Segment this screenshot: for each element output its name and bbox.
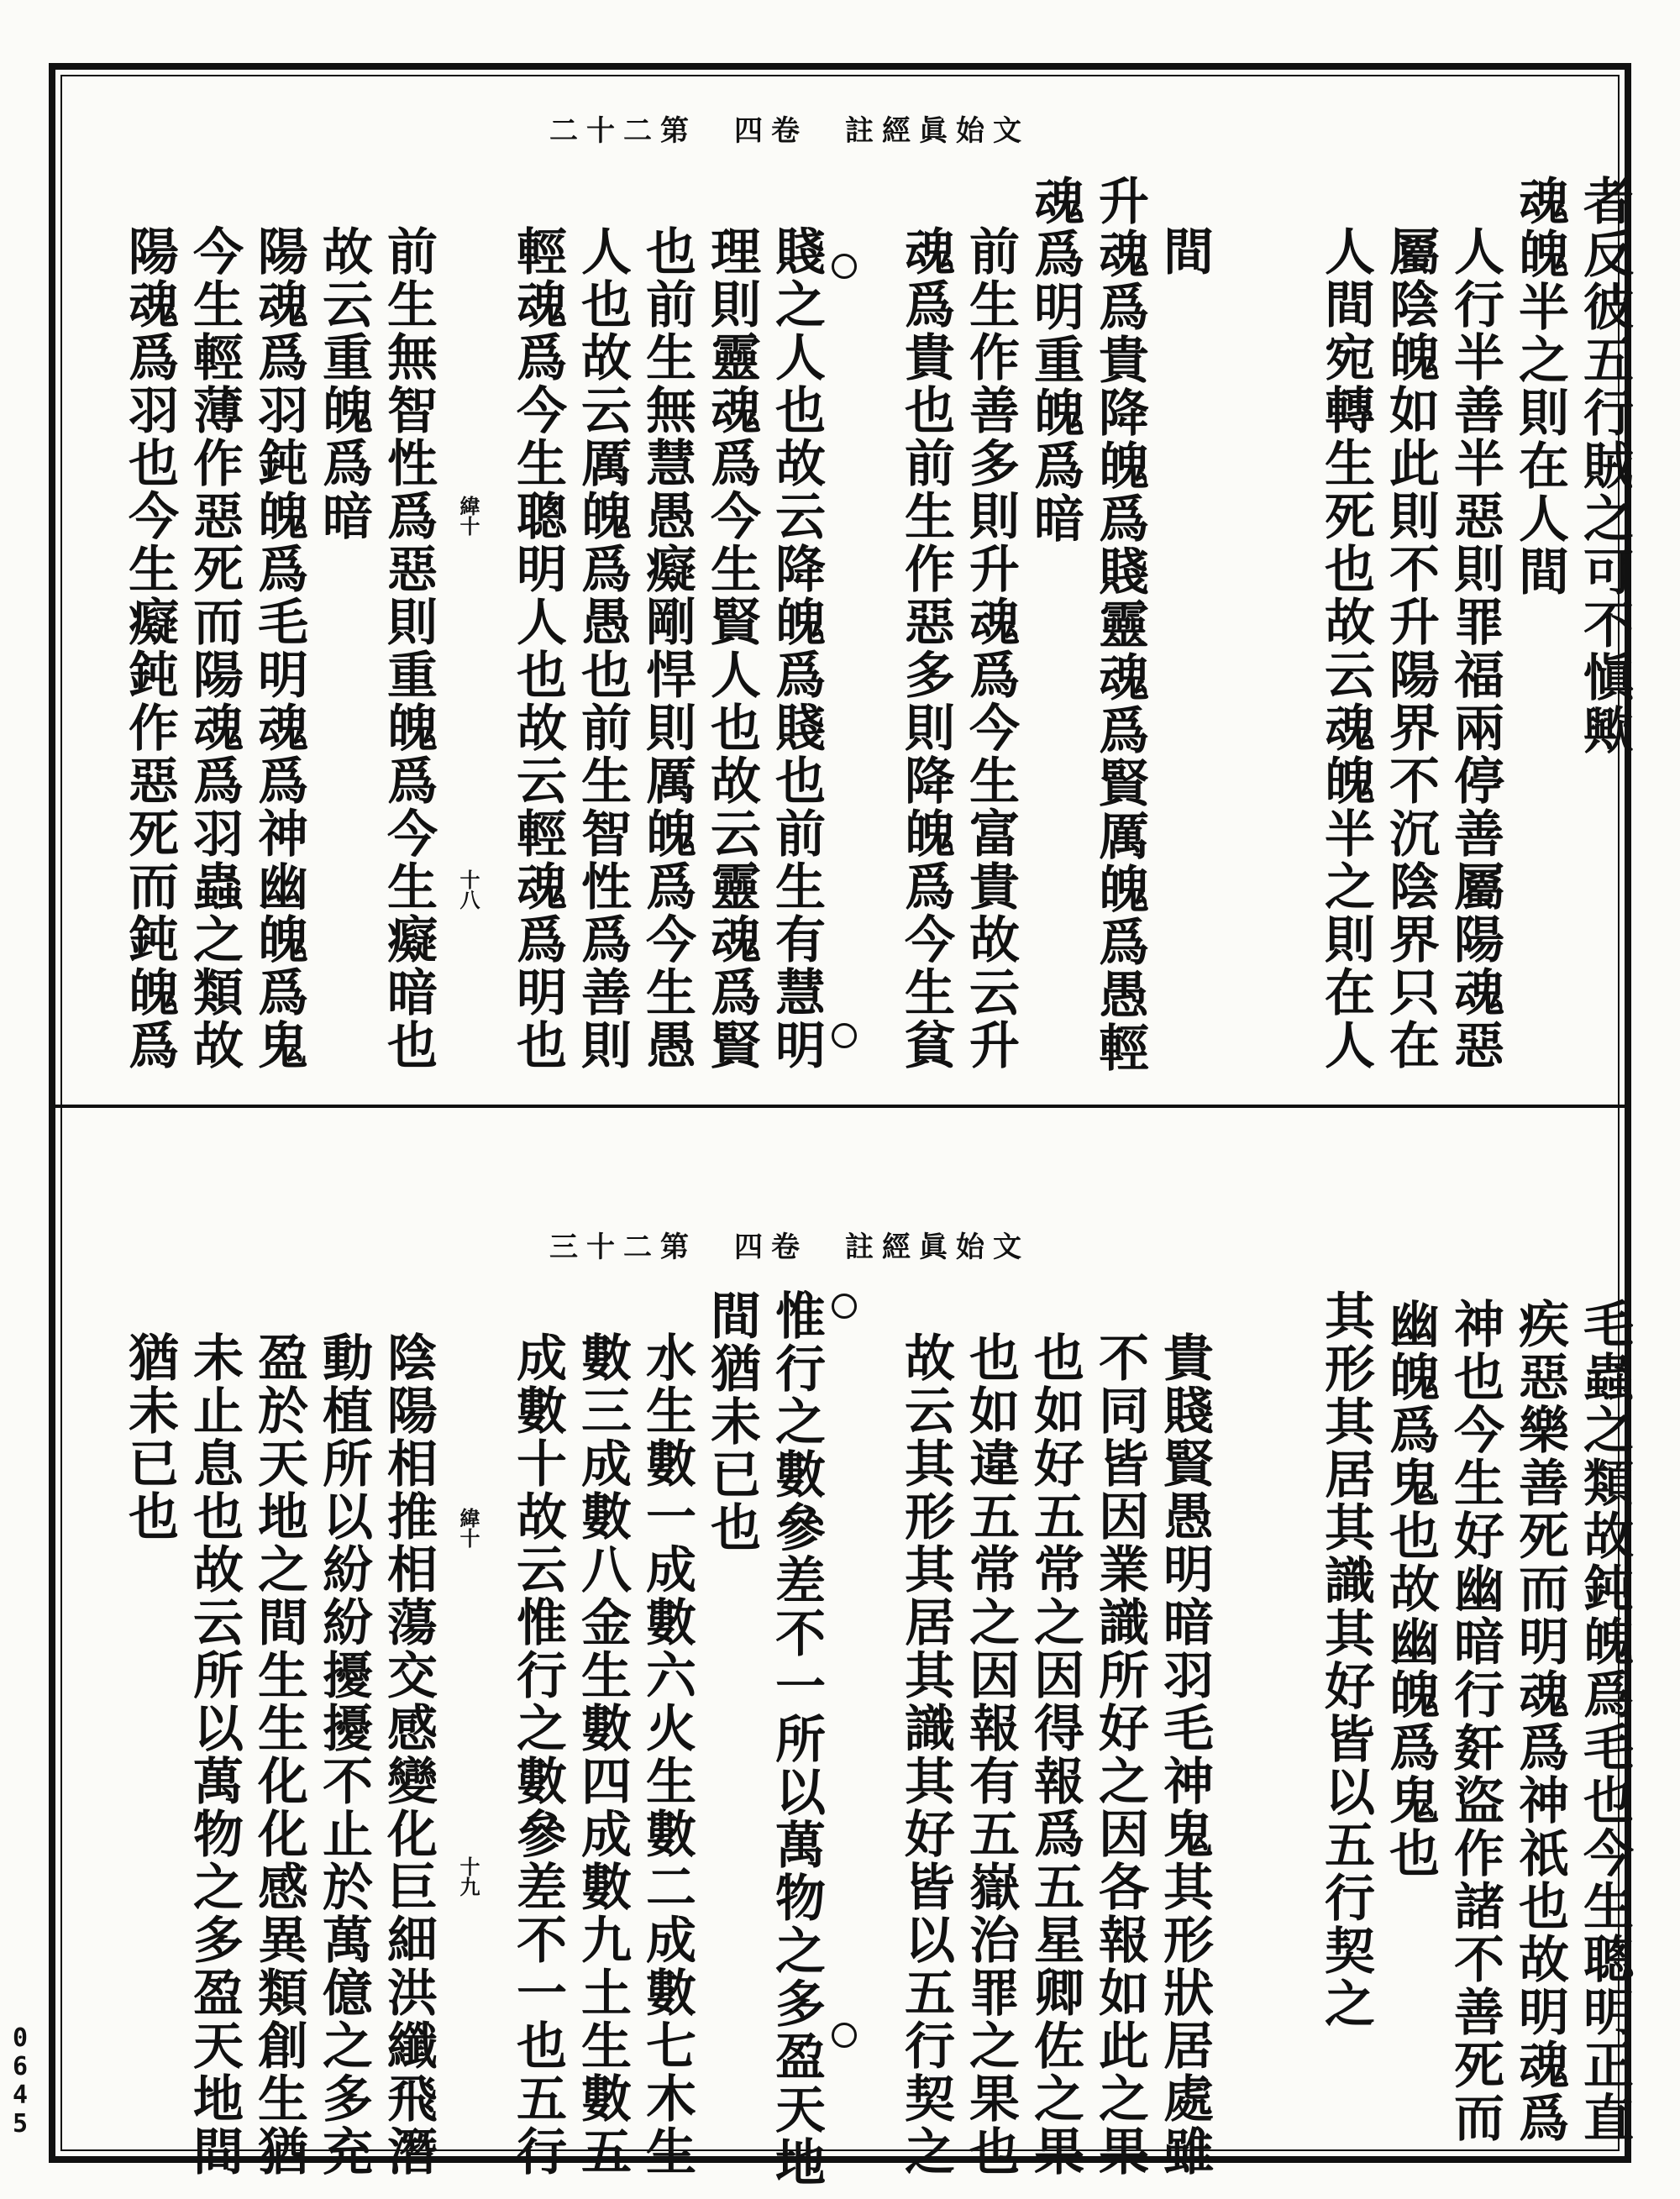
- bottom-column-2: 疾惡樂善死而明魂爲神祇也故明魂爲: [1510, 1298, 1569, 2144]
- bottom-column-6: 貴賤賢愚明暗羽毛神鬼其形狀居處雖: [1155, 1331, 1214, 2178]
- top-column-15: 輕魂爲今生聰明人也故云輕魂爲明也: [508, 225, 567, 1072]
- top-column-8: 魂爲明重魄爲暗: [1026, 175, 1084, 545]
- top-column-19: 今生輕薄作惡死而陽魂爲羽蟲之類故: [185, 225, 244, 1072]
- top-column-20: 陽魂爲羽也今生癡鈍作惡死而鈍魄爲: [120, 225, 179, 1072]
- bottom-column-5: 其形其居其識其好皆以五行契之: [1316, 1289, 1375, 2030]
- top-column-1: 者反彼五行賊之可不愼歟: [1575, 175, 1634, 757]
- top-column-14: 人也故云厲魄爲愚也前生智性爲善則: [573, 225, 632, 1072]
- top-column-3: 人行半善半惡則罪福兩停善屬陽魂惡: [1446, 225, 1504, 1072]
- top-column-13: 也前生無慧愚癡剛悍則厲魄爲今生愚: [638, 225, 696, 1072]
- top-circle-mark-2: [832, 1023, 857, 1048]
- bottom-column-12: 間猶未已也: [702, 1289, 761, 1554]
- bottom-column-4: 幽魄爲鬼也故幽魄爲鬼也: [1381, 1298, 1440, 1880]
- top-column-17: 故云重魄爲暗: [314, 225, 373, 543]
- bottom-column-17: 動植所以紛紛擾擾不止於萬億之多充: [314, 1331, 373, 2178]
- bottom-page-header: 文始眞經註 卷四 第二十三: [549, 1231, 1030, 1264]
- bottom-column-7: 不同皆因業識所好之因各報如此之果: [1090, 1331, 1149, 2178]
- top-column-9: 前生作善多則升魂爲今生富貴故云升: [961, 225, 1020, 1072]
- bottom-column-1: 毛蟲之類故鈍魄爲毛也今生聰明正直: [1575, 1298, 1634, 2144]
- bottom-page-marker-lower: 十九: [456, 1856, 480, 1897]
- top-page-marker-upper: 緯十: [456, 496, 480, 536]
- bottom-column-18: 盈於天地之間生生化化感異類創生猶: [249, 1331, 308, 2178]
- top-column-18: 陽魂爲羽鈍魄爲毛明魂爲神幽魄爲鬼: [249, 225, 308, 1072]
- top-column-4: 屬陰魄如此則不升陽界不沉陰界只在: [1381, 225, 1440, 1072]
- page-number: 0645: [12, 2023, 29, 2139]
- top-column-6: 間: [1155, 225, 1214, 278]
- top-circle-mark-1: [832, 254, 857, 279]
- top-column-12: 理則靈魂爲今生賢人也故云靈魂爲賢: [702, 225, 761, 1072]
- bottom-column-8: 也如好五常之因得報爲五星卿佐之果: [1026, 1331, 1084, 2178]
- top-column-10: 魂爲貴也前生作惡多則降魄爲今生貧: [896, 225, 955, 1072]
- top-page-header: 文始眞經註 卷四 第二十二: [549, 114, 1030, 148]
- top-page-marker-lower: 十八: [456, 869, 480, 910]
- bottom-column-11: 惟行之數參差不一所以萬物之多盈天地: [767, 1289, 826, 2189]
- bottom-column-3: 神也今生好幽暗行姧盜作諸不善死而: [1446, 1298, 1504, 2144]
- bottom-column-14: 數三成數八金生數四成數九土生數五: [573, 1331, 632, 2178]
- bottom-column-16: 陰陽相推相蕩交感變化巨細洪纖飛潛: [379, 1331, 438, 2178]
- page-divider: [49, 1105, 1631, 1108]
- bottom-column-19: 未止息也故云所以萬物之多盈天地間: [185, 1331, 244, 2178]
- top-column-16: 前生無智性爲惡則重魄爲今生癡暗也: [379, 225, 438, 1072]
- bottom-column-15: 成數十故云惟行之數參差不一也五行: [508, 1331, 567, 2178]
- bottom-column-10: 故云其形其居其識其好皆以五行契之: [896, 1331, 955, 2178]
- bottom-page-marker-upper: 緯十: [456, 1508, 480, 1548]
- top-column-7: 升魂爲貴降魄爲賤靈魂爲賢厲魄爲愚輕: [1090, 175, 1149, 1074]
- bottom-circle-mark-1: [832, 1294, 857, 1319]
- bottom-column-9: 也如違五常之因報有五嶽治罪之果也: [961, 1331, 1020, 2178]
- bottom-column-20: 猶未已也: [120, 1331, 179, 1543]
- top-column-11: 賤之人也故云降魄爲賤也前生有慧明: [767, 225, 826, 1072]
- bottom-column-13: 水生數一成數六火生數二成數七木生: [638, 1331, 696, 2178]
- bottom-circle-mark-2: [832, 2023, 857, 2048]
- top-column-2: 魂魄半之則在人間: [1510, 175, 1569, 598]
- top-column-5: 人間宛轉生死也故云魂魄半之則在人: [1316, 225, 1375, 1072]
